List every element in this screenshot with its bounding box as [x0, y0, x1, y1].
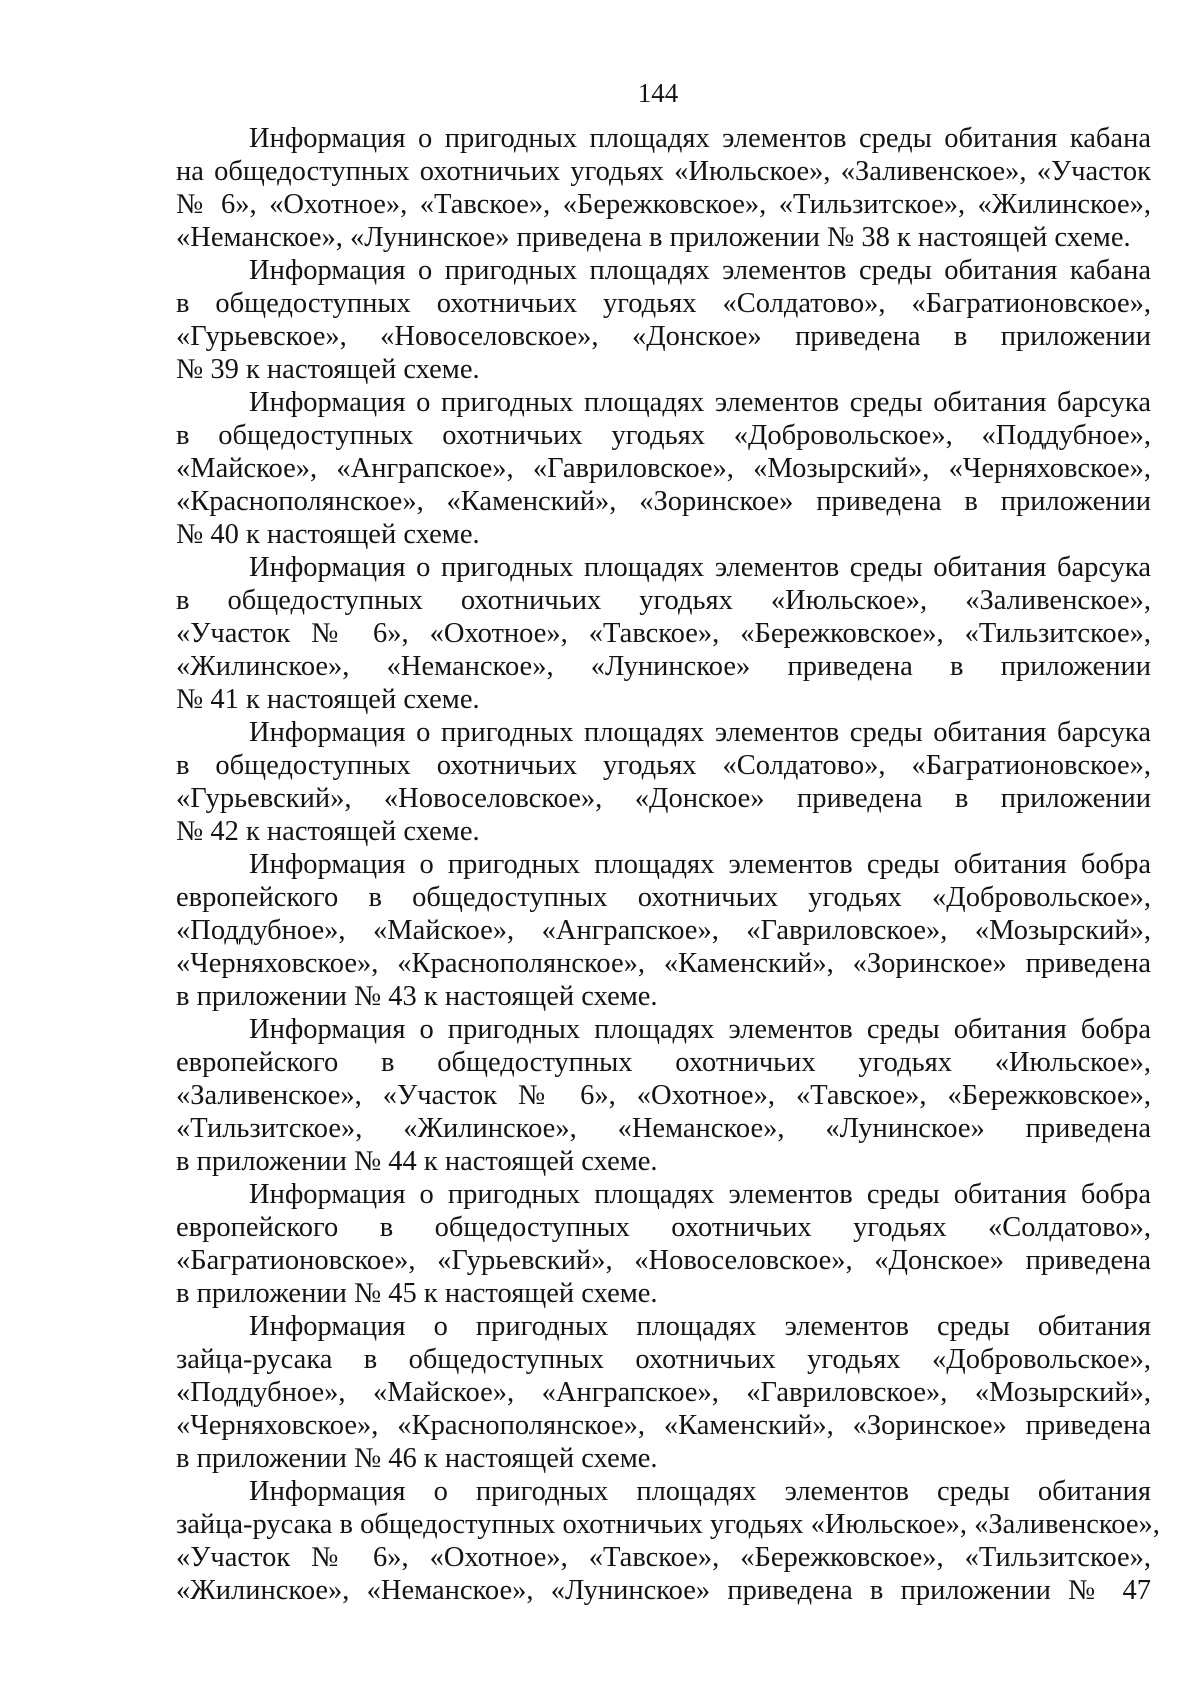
text-line: в общедоступных охотничьих угодьях «Солдатово», «Багратионовское», [176, 750, 1151, 781]
text-line: «Багратионовское», «Гурьевский», «Новоселовское», «Донское» приведена [176, 1245, 1151, 1276]
text-line: Информация о пригодных площадях элементов среды обитания барсука [249, 717, 1151, 748]
paragraph [176, 551, 1151, 716]
text-line: «Гурьевское», «Новоселовское», «Донское» приведена в приложении [176, 321, 1151, 352]
text-line: № 39 к настоящей схеме. [176, 354, 480, 385]
text-line: европейского в общедоступных охотничьих угодьях «Июльское», [176, 1047, 1151, 1078]
paragraph [176, 1310, 1151, 1475]
text-line: «Черняховское», «Краснополянское», «Каменский», «Зоринское» приведена [176, 1410, 1151, 1441]
text-line: Информация о пригодных площадях элементов среды обитания [249, 1476, 1151, 1507]
text-line: Информация о пригодных площадях элементов среды обитания барсука [249, 387, 1151, 418]
paragraph [176, 848, 1151, 1013]
text-line: «Участок № 6», «Охотное», «Тавское», «Бережковское», «Тильзитское», [176, 1542, 1151, 1573]
paragraph [176, 1178, 1151, 1310]
text-line: «Неманское», «Лунинское» приведена в приложении № 38 к настоящей схеме. [176, 222, 1131, 253]
text-line: Информация о пригодных площадях элементов среды обитания бобра [249, 849, 1151, 880]
text-line: Информация о пригодных площадях элементов среды обитания [249, 1311, 1151, 1342]
text-line: № 42 к настоящей схеме. [176, 816, 480, 847]
text-line: Информация о пригодных площадях элементов среды обитания кабана [249, 123, 1151, 154]
document-body [176, 122, 1160, 1607]
text-line: европейского в общедоступных охотничьих угодьях «Добровольское», [176, 882, 1151, 913]
paragraph [176, 122, 1151, 254]
text-line: в общедоступных охотничьих угодьях «Июльское», «Заливенское», [176, 585, 1151, 616]
text-line: № 41 к настоящей схеме. [176, 684, 480, 715]
text-line: в общедоступных охотничьих угодьях «Солдатово», «Багратионовское», [176, 288, 1151, 319]
text-line: «Жилинское», «Неманское», «Лунинское» приведена в приложении [176, 651, 1151, 682]
text-line: в приложении № 45 к настоящей схеме. [176, 1278, 658, 1309]
text-line: «Краснополянское», «Каменский», «Зоринское» приведена в приложении [176, 486, 1151, 517]
text-line: зайца-русака в общедоступных охотничьих угодьях «Добровольское», [176, 1344, 1151, 1375]
text-line: «Участок № 6», «Охотное», «Тавское», «Бережковское», «Тильзитское», [176, 618, 1151, 649]
page-number: 144 [637, 78, 679, 108]
text-line: европейского в общедоступных охотничьих угодьях «Солдатово», [176, 1212, 1151, 1243]
text-line: зайца-русака в общедоступных охотничьих угодьях «Июльское», «Заливенское», [176, 1509, 1160, 1540]
text-line: «Заливенское», «Участок № 6», «Охотное», «Тавское», «Бережковское», [176, 1080, 1151, 1111]
text-line: № 40 к настоящей схеме. [176, 519, 480, 550]
text-line: «Тильзитское», «Жилинское», «Неманское», «Лунинское» приведена [176, 1113, 1151, 1144]
paragraph [176, 1013, 1151, 1178]
text-line: в приложении № 44 к настоящей схеме. [176, 1146, 658, 1177]
text-line: в приложении № 46 к настоящей схеме. [176, 1443, 658, 1474]
text-line: «Черняховское», «Краснополянское», «Каменский», «Зоринское» приведена [176, 948, 1151, 979]
text-line: «Гурьевский», «Новоселовское», «Донское» приведена в приложении [176, 783, 1151, 814]
text-line: «Майское», «Анграпское», «Гавриловское», «Мозырский», «Черняховское», [176, 453, 1151, 484]
text-line: Информация о пригодных площадях элементов среды обитания бобра [249, 1179, 1151, 1210]
text-line: «Поддубное», «Майское», «Анграпское», «Гавриловское», «Мозырский», [176, 1377, 1151, 1408]
text-line: в приложении № 43 к настоящей схеме. [176, 981, 658, 1012]
text-line: «Жилинское», «Неманское», «Лунинское» приведена в приложении № 47 [176, 1575, 1151, 1606]
paragraph [176, 386, 1151, 551]
paragraph [176, 254, 1151, 386]
text-line: в общедоступных охотничьих угодьях «Добровольское», «Поддубное», [176, 420, 1151, 451]
text-line: № 6», «Охотное», «Тавское», «Бережковское», «Тильзитское», «Жилинское», [176, 189, 1151, 220]
text-line: Информация о пригодных площадях элементов среды обитания кабана [249, 255, 1151, 286]
paragraph [176, 1475, 1160, 1607]
paragraph [176, 716, 1151, 848]
text-line: «Поддубное», «Майское», «Анграпское», «Гавриловское», «Мозырский», [176, 915, 1151, 946]
text-line: на общедоступных охотничьих угодьях «Июльское», «Заливенское», «Участок [176, 156, 1151, 187]
text-line: Информация о пригодных площадях элементов среды обитания бобра [249, 1014, 1151, 1045]
text-line: Информация о пригодных площадях элементов среды обитания барсука [249, 552, 1151, 583]
